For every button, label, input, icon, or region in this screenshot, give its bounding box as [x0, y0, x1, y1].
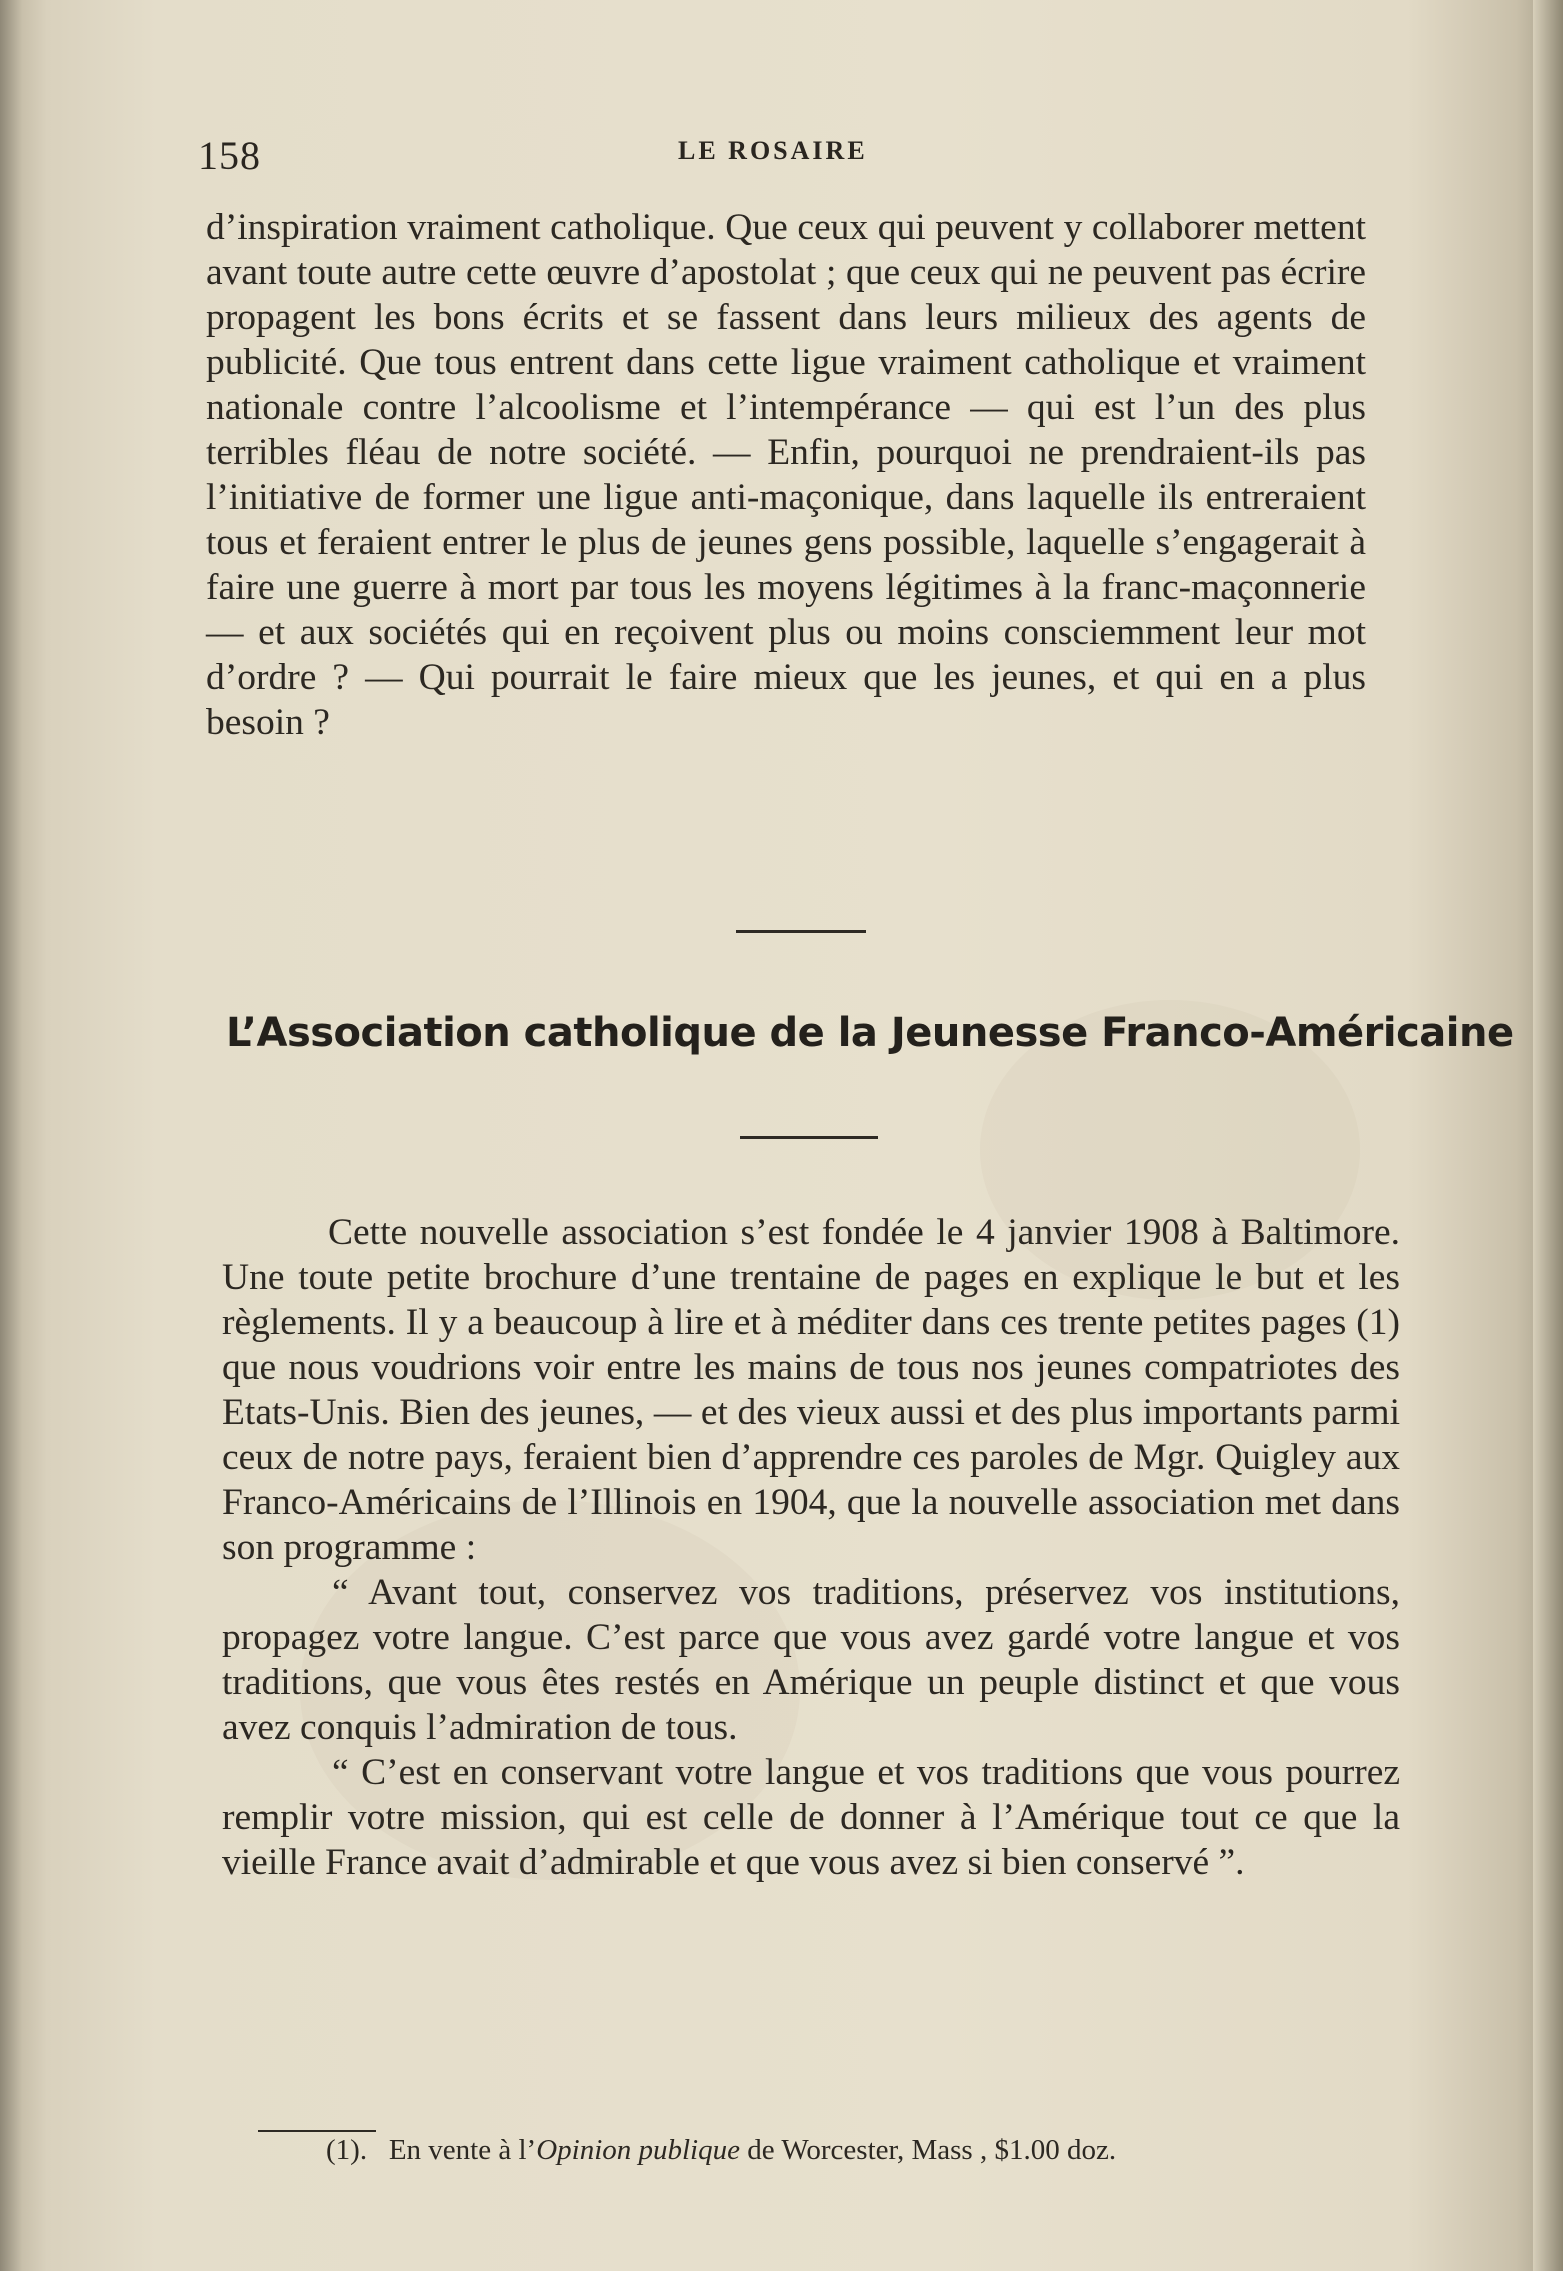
body-paragraph: Cette nouvelle association s’est fondée le 4 janvier 1908 à Baltimore. Une toute petite brochure d’une trentaine de pages en explique le but et les règlements. Il y a beaucoup à lire et à méditer dans ces trente petites pages (1) que nous voudrions voir entre les mains de tous nos jeunes compatriotes des Etats-Unis. Bien des jeunes, — et des vieux aussi et des plus importants parmi ceux de notre pays, feraient bien d’apprendre ces paroles de Mgr. Quigley aux Franco-Américains de l’Illinois en 1904, que la nouvelle association met dans son programme :: [222, 1212, 1400, 1568]
section-divider-top: [736, 930, 866, 933]
footnote-publication: Opinion publique: [536, 2134, 740, 2166]
running-title: LE ROSAIRE: [678, 136, 868, 165]
section-divider-bottom: [740, 1136, 878, 1139]
section-title: L’Association catholique de la Jeunesse Franco-Américaine: [226, 1010, 1514, 1056]
quote-paragraph: “ C’est en conservant votre langue et vos traditions que vous pourrez remplir votre mission, qui est celle de donner à l’Amérique tout ce que la vieille France avait d’admirable et que vous avez si bien conservé ”.: [222, 1752, 1400, 1883]
footnote-rule: [258, 2130, 376, 2132]
footnote-text: En vente à l’: [388, 2134, 537, 2166]
page-binding-edge: [0, 0, 22, 2271]
section-body: [222, 1210, 1400, 1885]
opening-paragraph: d’inspiration vraiment catholique. Que ceux qui peuvent y collaborer mettent avant toute autre cette œuvre d’apostolat ; que ceux qui ne peuvent pas écrire propagent les bons écrits et se fassent dans leurs milieux des agents de publicité. Que tous entrent dans cette ligue vraiment catholique et vraiment nationale contre l’alcoolisme et l’intempérance — qui est l’un des plus terribles fléau de notre société. — Enfin, pourquoi ne prendraient-ils pas l’initiative de former une ligue anti-maçonique, dans laquelle ils entreraient tous et feraient entrer le plus de jeunes gens possible, laquelle s’engagerait à faire une guerre à mort par tous les moyens légitimes à la franc-maçonnerie — et aux sociétés qui en reçoivent plus ou moins consciemment leur mot d’ordre ? — Qui pourrait le faire mieux que les jeunes, et qui en a plus besoin ?: [206, 207, 1366, 743]
page-outer-edge: [1533, 0, 1563, 2271]
quote-paragraph: “ Avant tout, conservez vos traditions, préservez vos institutions, propagez votre langue. C’est parce que vous avez gardé votre langue et vos traditions, que vous êtes restés en Amérique un peuple distinct et que vous avez conquis l’admiration de tous.: [222, 1572, 1400, 1748]
footnote-text-end: de Worcester, Mass , $1.00 doz.: [739, 2134, 1117, 2166]
footnote: [326, 2134, 1116, 2167]
footnote-marker: (1).: [326, 2134, 368, 2166]
opening-paragraph-block: [206, 205, 1366, 745]
page-number: 158: [198, 133, 261, 178]
